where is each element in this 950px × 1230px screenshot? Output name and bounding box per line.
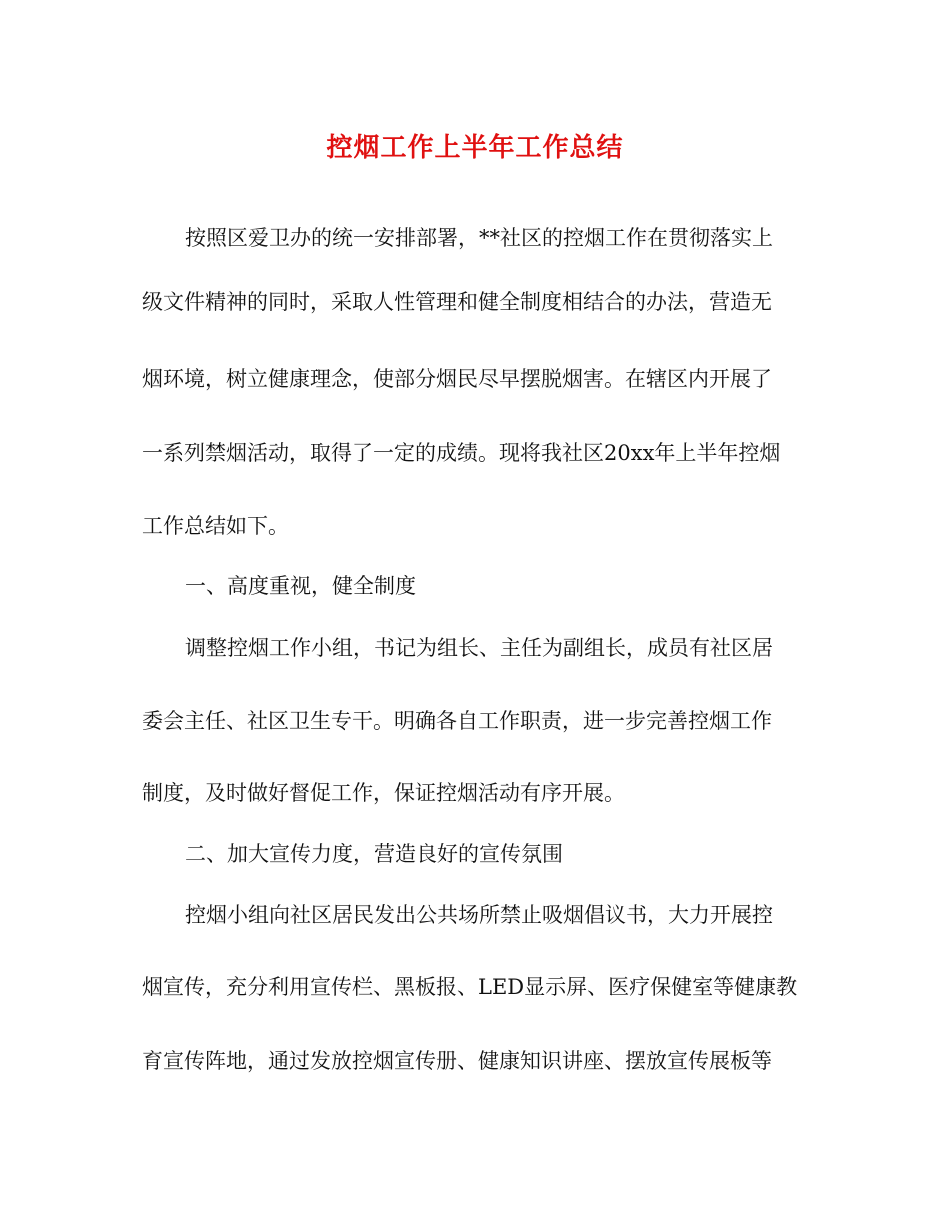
paragraph-line: 按照区爱卫办的统一安排部署，**社区的控烟工作在贯彻落实上 [185,226,773,250]
paragraph-line: 级文件精神的同时，采取人性管理和健全制度相结合的办法，营造无 [142,290,772,314]
paragraph-line: 烟环境，树立健康理念，使部分烟民尽早摆脱烟害。在辖区内开展了 [142,367,772,391]
paragraph-line: 一系列禁烟活动，取得了一定的成绩。现将我社区20xx年上半年控烟 [142,441,781,465]
paragraph-line: 调整控烟工作小组，书记为组长、主任为副组长，成员有社区居 [185,636,773,660]
section-heading: 二、加大宣传力度，营造良好的宣传氛围 [185,842,563,866]
paragraph-line: 烟宣传，充分利用宣传栏、黑板报、LED显示屏、医疗保健室等健康教 [142,975,798,999]
section-heading: 一、高度重视，健全制度 [185,574,416,598]
paragraph-line: 工作总结如下。 [142,514,289,538]
paragraph-line: 育宣传阵地，通过发放控烟宣传册、健康知识讲座、摆放宣传展板等 [142,1049,772,1073]
paragraph-line: 制度，及时做好督促工作，保证控烟活动有序开展。 [142,781,625,805]
document-title: 控烟工作上半年工作总结 [326,133,624,163]
paragraph-line: 委会主任、社区卫生专干。明确各自工作职责，进一步完善控烟工作 [142,709,772,733]
paragraph-line: 控烟小组向社区居民发出公共场所禁止吸烟倡议书，大力开展控 [185,903,773,927]
